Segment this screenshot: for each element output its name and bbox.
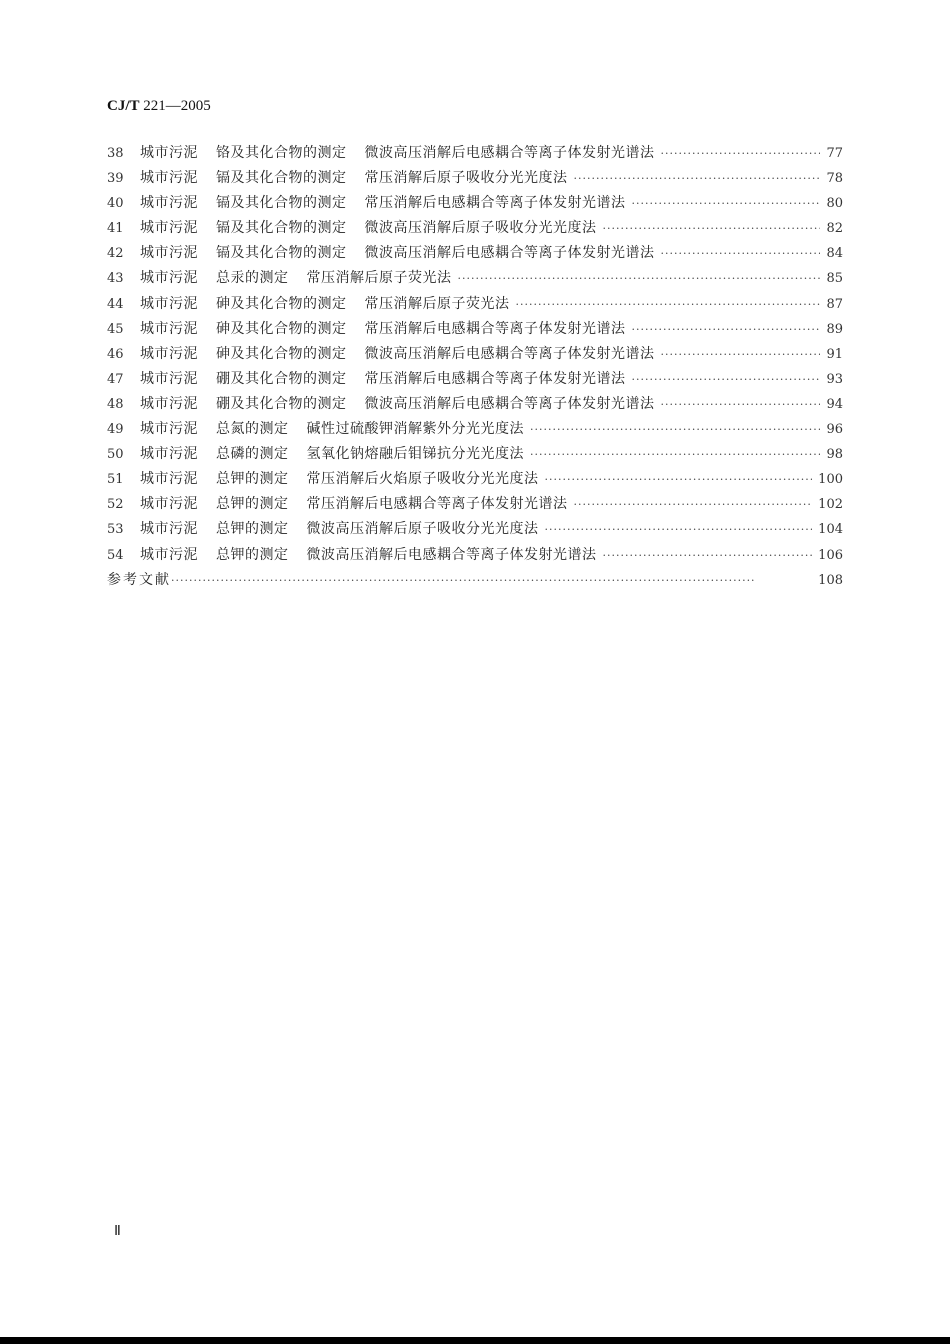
entry-method: 常压消解后电感耦合等离子体发射光谱法 [364,370,626,387]
entry-number: 54 [107,547,124,563]
entry-subject: 砷及其化合物的测定 [216,320,347,337]
toc-entry[interactable] [107,191,843,216]
toc-entry[interactable] [107,492,843,517]
entry-subject: 总磷的测定 [216,446,289,463]
entry-method: 常压消解后电感耦合等离子体发射光谱法 [364,195,626,212]
entry-page: 85 [826,271,843,287]
entry-page: 96 [826,422,843,438]
entry-field: 城市污泥 [140,421,198,438]
entry-subject: 总钾的测定 [216,496,289,513]
entry-subject: 硼及其化合物的测定 [216,395,347,412]
toc-entry[interactable] [107,241,843,266]
entry-subject: 总钾的测定 [216,471,289,488]
toc-entry[interactable] [107,166,843,191]
entry-field: 城市污泥 [140,395,198,412]
entry-page: 106 [818,547,843,563]
entry-field: 城市污泥 [140,220,198,237]
toc-entry[interactable] [107,317,843,342]
entry-method: 常压消解后原子吸收分光光度法 [364,170,568,187]
entry-page: 102 [818,497,843,513]
entry-number: 53 [107,522,124,538]
entry-number: 48 [107,396,124,412]
leader-dots [545,467,813,492]
toc-entry[interactable] [107,417,843,442]
entry-subject: 镉及其化合物的测定 [216,195,347,212]
entry-page: 89 [826,321,843,337]
entry-method: 微波高压消解后电感耦合等离子体发射光谱法 [306,546,597,563]
entry-number: 52 [107,497,124,513]
entry-method: 常压消解后原子荧光法 [306,270,452,287]
entry-field: 城市污泥 [140,521,198,538]
entry-subject: 总氮的测定 [216,421,289,438]
entry-page: 104 [818,522,843,538]
toc-entry[interactable] [107,543,843,568]
entry-method: 常压消解后火焰原子吸收分光光度法 [306,471,539,488]
leader-dots [603,216,821,241]
entry-number: 39 [107,171,124,187]
entry-method: 常压消解后电感耦合等离子体发射光谱法 [364,320,626,337]
entry-subject: 总汞的测定 [216,270,289,287]
entry-page: 91 [826,346,843,362]
entry-field: 城市污泥 [140,145,198,161]
entry-method: 微波高压消解后原子吸收分光光度法 [306,521,539,538]
document-header [107,98,211,115]
entry-field: 城市污泥 [140,270,198,287]
toc-entry[interactable] [107,517,843,542]
entry-number: 38 [107,146,124,161]
toc-entry[interactable] [107,442,843,467]
leader-dots [661,141,821,166]
entry-field: 城市污泥 [140,170,198,187]
entry-page: 80 [826,196,843,212]
entry-method: 氢氧化钠熔融后钼锑抗分光光度法 [306,446,524,463]
entry-number: 51 [107,472,124,488]
entry-field: 城市污泥 [140,471,198,488]
entry-subject: 硼及其化合物的测定 [216,370,347,387]
entry-method: 微波高压消解后电感耦合等离子体发射光谱法 [364,345,655,362]
entry-method: 微波高压消解后电感耦合等离子体发射光谱法 [364,245,655,262]
leader-dots [516,292,821,317]
toc-entry[interactable] [107,342,843,367]
toc-entry[interactable] [107,216,843,241]
toc-entry[interactable] [107,392,843,417]
leader-dots [603,543,813,568]
leader-dots [574,492,813,517]
table-of-contents [107,141,843,593]
entry-page: 100 [818,472,843,488]
leader-dots [171,568,812,593]
entry-method: 碱性过硫酸钾消解紫外分光光度法 [306,421,524,438]
leader-dots [545,517,813,542]
leader-dots [632,367,821,392]
entry-number: 40 [107,196,124,212]
entry-subject: 镉及其化合物的测定 [216,170,347,187]
entry-page: 82 [826,221,843,237]
entry-subject: 镉及其化合物的测定 [216,245,347,262]
entry-subject: 铬及其化合物的测定 [216,145,347,161]
entry-field: 城市污泥 [140,295,198,312]
entry-subject: 镉及其化合物的测定 [216,220,347,237]
entry-subject: 总钾的测定 [216,546,289,563]
entry-method: 微波高压消解后电感耦合等离子体发射光谱法 [364,395,655,412]
entry-number: 46 [107,346,124,362]
entry-number: 41 [107,221,124,237]
entry-page: 94 [826,396,843,412]
leader-dots [661,241,821,266]
entry-page: 93 [826,371,843,387]
entry-method: 微波高压消解后电感耦合等离子体发射光谱法 [364,145,655,161]
entry-number: 49 [107,422,124,438]
entry-subject: 总钾的测定 [216,521,289,538]
entry-field: 城市污泥 [140,245,198,262]
entry-method: 常压消解后原子荧光法 [364,295,510,312]
leader-dots [530,442,820,467]
leader-dots [632,191,821,216]
entry-page: 98 [826,447,843,463]
entry-field: 城市污泥 [140,546,198,563]
toc-entry[interactable] [107,266,843,291]
entry-number: 45 [107,321,124,337]
entry-field: 城市污泥 [140,370,198,387]
entry-field: 城市污泥 [140,320,198,337]
entry-number: 43 [107,271,124,287]
entry-subject: 砷及其化合物的测定 [216,345,347,362]
bottom-border [0,1337,950,1344]
entry-field: 城市污泥 [140,496,198,513]
entry-method: 微波高压消解后原子吸收分光光度法 [364,220,597,237]
toc-entry[interactable] [107,467,843,492]
page-number: Ⅱ [114,1224,121,1239]
entry-page: 77 [826,146,843,161]
standard-code: CJ/T [107,98,140,114]
entry-field: 城市污泥 [140,345,198,362]
leader-dots [661,342,821,367]
entry-subject: 砷及其化合物的测定 [216,295,347,312]
toc-entry-references[interactable] [107,568,843,593]
standard-number: 221—2005 [143,98,211,114]
leader-dots [661,392,821,417]
toc-entry[interactable] [107,292,843,317]
leader-dots [632,317,821,342]
leader-dots [458,266,821,291]
leader-dots [530,417,820,442]
entry-number: 42 [107,246,124,262]
entry-page: 87 [826,296,843,312]
leader-dots [574,166,821,191]
entry-field: 城市污泥 [140,446,198,463]
toc-entry[interactable] [107,367,843,392]
entry-page: 84 [826,246,843,262]
entry-number: 44 [107,296,124,312]
entry-method: 常压消解后电感耦合等离子体发射光谱法 [306,496,568,513]
references-page: 108 [818,572,843,588]
entry-number: 47 [107,371,124,387]
references-title: 参考文献 [107,571,171,588]
toc-entry[interactable] [107,141,843,166]
entry-number: 50 [107,447,124,463]
entry-page: 78 [826,171,843,187]
entry-field: 城市污泥 [140,195,198,212]
